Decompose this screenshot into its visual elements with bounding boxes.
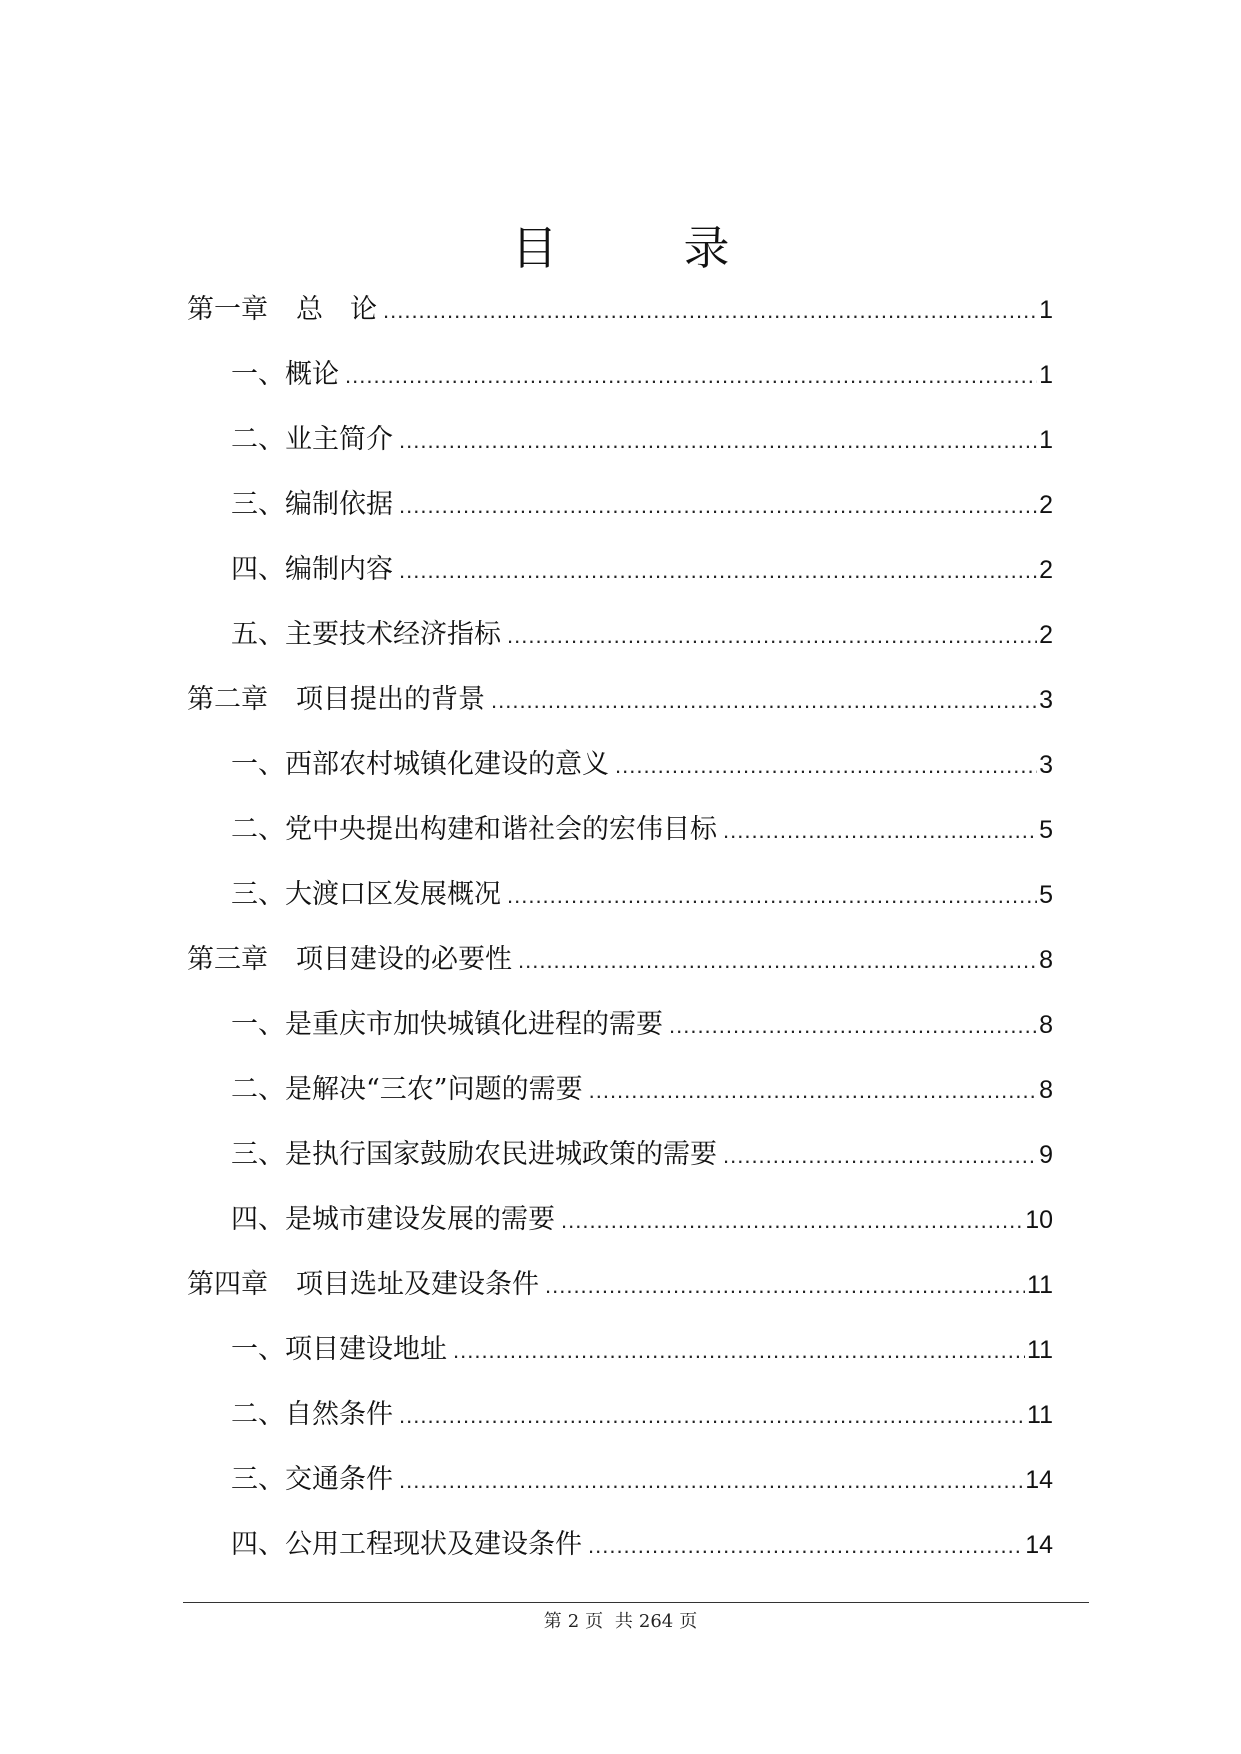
toc-entry-text: 大渡口区发展概况	[285, 879, 501, 910]
toc-page-number: 1	[1039, 296, 1053, 324]
toc-page-number: 5	[1039, 816, 1053, 844]
toc-entry-number: 三、	[231, 879, 285, 910]
toc-dot-leader	[723, 806, 1037, 856]
toc-page-number: 8	[1039, 1076, 1053, 1104]
toc-entry-text: 主要技术经济指标	[285, 619, 501, 650]
toc-entry-text: 项目提出的背景	[296, 684, 485, 715]
toc-dot-leader	[669, 1001, 1037, 1051]
footer-page-number: 2	[567, 1611, 580, 1632]
toc-entry-text: 是解决“三农”问题的需要	[285, 1074, 583, 1105]
toc-entry-label	[187, 675, 485, 725]
toc-entry-label	[231, 740, 609, 790]
toc-list	[187, 285, 1053, 1585]
toc-section-entry[interactable]	[187, 610, 1053, 675]
toc-entry-label	[187, 935, 512, 985]
toc-chapter-entry[interactable]	[187, 285, 1053, 350]
toc-dot-leader	[399, 1391, 1025, 1441]
toc-entry-text: 业主简介	[285, 424, 393, 455]
toc-page-number: 3	[1039, 751, 1053, 779]
toc-dot-leader	[399, 1456, 1023, 1506]
toc-dot-leader	[723, 1131, 1037, 1181]
toc-entry-label	[231, 1390, 393, 1440]
toc-entry-number: 四、	[231, 1529, 285, 1560]
toc-entry-label	[231, 610, 501, 660]
footer-prefix: 第	[543, 1611, 562, 1632]
toc-page-number: 1	[1039, 426, 1053, 454]
footer-suffix: 页	[679, 1611, 698, 1632]
toc-dot-leader	[545, 1261, 1025, 1311]
toc-entry-label	[231, 1130, 717, 1180]
toc-page-number: 11	[1027, 1271, 1053, 1299]
toc-entry-number: 二、	[231, 1399, 285, 1430]
toc-entry-number: 二、	[231, 814, 285, 845]
toc-dot-leader	[588, 1521, 1023, 1571]
toc-entry-label	[231, 1065, 583, 1115]
toc-page-number: 8	[1039, 1011, 1053, 1039]
toc-entry-label	[187, 285, 377, 335]
toc-chapter-entry[interactable]	[187, 1260, 1053, 1325]
toc-dot-leader	[399, 416, 1037, 466]
toc-section-entry[interactable]	[187, 1065, 1053, 1130]
toc-entry-text: 编制依据	[285, 489, 393, 520]
toc-entry-text: 项目建设地址	[285, 1334, 447, 1365]
toc-page-number: 8	[1039, 946, 1053, 974]
toc-entry-text: 交通条件	[285, 1464, 393, 1495]
toc-section-entry[interactable]	[187, 415, 1053, 480]
toc-section-entry[interactable]	[187, 740, 1053, 805]
toc-page-number: 10	[1025, 1206, 1053, 1234]
footer-total-pages: 264	[638, 1611, 674, 1632]
toc-entry-label	[231, 415, 393, 465]
toc-chapter-entry[interactable]	[187, 935, 1053, 1000]
toc-section-entry[interactable]	[187, 870, 1053, 935]
toc-entry-label	[231, 480, 393, 530]
toc-dot-leader	[453, 1326, 1025, 1376]
toc-dot-leader	[507, 611, 1037, 661]
toc-entry-number: 一、	[231, 1334, 285, 1365]
toc-section-entry[interactable]	[187, 1000, 1053, 1065]
toc-page-number: 9	[1039, 1141, 1053, 1169]
toc-entry-text: 是城市建设发展的需要	[285, 1204, 555, 1235]
toc-page-number: 2	[1039, 621, 1053, 649]
toc-page-number: 2	[1039, 491, 1053, 519]
toc-entry-number: 三、	[231, 489, 285, 520]
toc-chapter-entry[interactable]	[187, 675, 1053, 740]
toc-entry-text: 编制内容	[285, 554, 393, 585]
toc-entry-text: 项目选址及建设条件	[296, 1269, 539, 1300]
toc-dot-leader	[615, 741, 1037, 791]
toc-dot-leader	[561, 1196, 1023, 1246]
toc-entry-text: 总 论	[296, 294, 377, 325]
toc-entry-number: 四、	[231, 554, 285, 585]
toc-entry-number: 第四章	[187, 1269, 268, 1300]
toc-page-number: 11	[1027, 1336, 1053, 1364]
toc-entry-text: 公用工程现状及建设条件	[285, 1529, 582, 1560]
footer-divider	[183, 1602, 1089, 1603]
toc-dot-leader	[383, 286, 1037, 336]
toc-page-number: 3	[1039, 686, 1053, 714]
toc-entry-label	[231, 1520, 582, 1570]
page-footer	[0, 1608, 1241, 1636]
toc-entry-number: 第一章	[187, 294, 268, 325]
toc-section-entry[interactable]	[187, 1455, 1053, 1520]
toc-entry-label	[231, 1000, 663, 1050]
toc-entry-number: 一、	[231, 359, 285, 390]
toc-section-entry[interactable]	[187, 480, 1053, 545]
toc-dot-leader	[589, 1066, 1037, 1116]
toc-section-entry[interactable]	[187, 805, 1053, 870]
toc-entry-number: 第三章	[187, 944, 268, 975]
toc-entry-number: 五、	[231, 619, 285, 650]
toc-page-number: 1	[1039, 361, 1053, 389]
toc-entry-number: 一、	[231, 749, 285, 780]
toc-title: 目 录	[511, 221, 770, 275]
toc-page-number: 14	[1025, 1466, 1053, 1494]
toc-entry-text: 党中央提出构建和谐社会的宏伟目标	[285, 814, 717, 845]
toc-section-entry[interactable]	[187, 545, 1053, 610]
toc-section-entry[interactable]	[187, 1325, 1053, 1390]
toc-entry-label	[231, 545, 393, 595]
toc-page-number: 11	[1027, 1401, 1053, 1429]
toc-entry-number: 三、	[231, 1464, 285, 1495]
toc-dot-leader	[399, 481, 1037, 531]
toc-entry-text: 项目建设的必要性	[296, 944, 512, 975]
toc-section-entry[interactable]	[187, 1195, 1053, 1260]
toc-entry-label	[187, 1260, 539, 1310]
toc-entry-number: 三、	[231, 1139, 285, 1170]
toc-entry-number: 四、	[231, 1204, 285, 1235]
toc-entry-text: 是执行国家鼓励农民进城政策的需要	[285, 1139, 717, 1170]
toc-entry-number: 二、	[231, 424, 285, 455]
toc-entry-number: 第二章	[187, 684, 268, 715]
toc-entry-number: 一、	[231, 1009, 285, 1040]
toc-page-number: 14	[1025, 1531, 1053, 1559]
toc-section-entry[interactable]	[187, 1520, 1053, 1585]
toc-entry-label	[231, 1195, 555, 1245]
toc-section-entry[interactable]	[187, 1130, 1053, 1195]
toc-entry-text: 自然条件	[285, 1399, 393, 1430]
toc-section-entry[interactable]	[187, 350, 1053, 415]
toc-dot-leader	[518, 936, 1037, 986]
toc-page-number: 5	[1039, 881, 1053, 909]
toc-dot-leader	[491, 676, 1037, 726]
toc-entry-number: 二、	[231, 1074, 285, 1105]
toc-entry-label	[231, 805, 717, 855]
toc-entry-label	[231, 1325, 447, 1375]
footer-middle: 页 共	[585, 1611, 633, 1632]
toc-section-entry[interactable]	[187, 1390, 1053, 1455]
toc-entry-label	[231, 870, 501, 920]
toc-page-number: 2	[1039, 556, 1053, 584]
toc-entry-text: 是重庆市加快城镇化进程的需要	[285, 1009, 663, 1040]
toc-entry-label	[231, 1455, 393, 1505]
toc-dot-leader	[399, 546, 1037, 596]
toc-entry-text: 西部农村城镇化建设的意义	[285, 749, 609, 780]
toc-entry-text: 概论	[285, 359, 339, 390]
toc-dot-leader	[507, 871, 1037, 921]
toc-dot-leader	[345, 351, 1037, 401]
toc-entry-label	[231, 350, 339, 400]
